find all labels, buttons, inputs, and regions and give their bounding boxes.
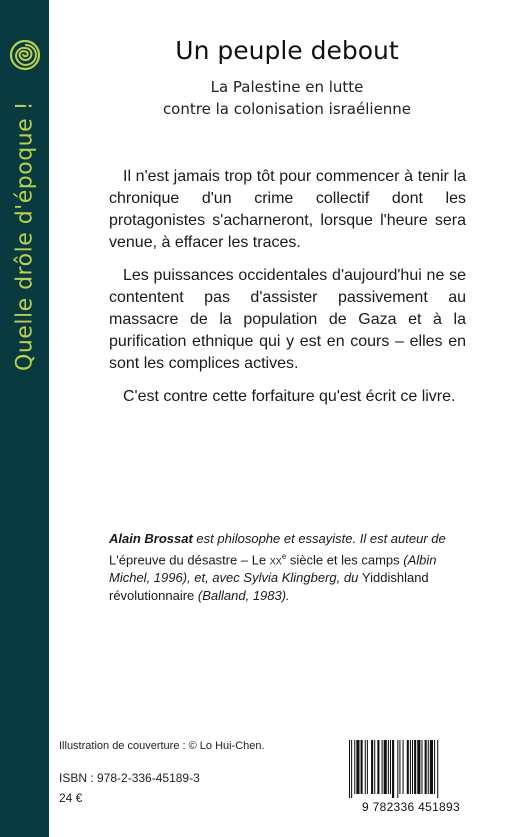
blurb-paragraph: Les puissances occidentales d'aujourd'hui ne se contentent pas d'assister passivement au massacre de la population de Gaza et à la purification ethnique qui y est en cours – elles en sont les complices actives. <box>109 267 466 372</box>
series-name: Quelle drôle d'époque ! <box>12 101 38 371</box>
spiral-icon <box>9 39 41 71</box>
cover-spine-band <box>0 0 49 837</box>
author-bio <box>109 530 470 605</box>
bio-century: xx <box>269 552 282 568</box>
author-name: Alain Brossat <box>109 531 193 546</box>
bio-publication-2: (Balland, 1983). <box>194 588 290 604</box>
bio-work-title-2: Yiddishland révolutionnaire <box>109 570 429 604</box>
bio-text: est philosophe et essayiste. Il est auteur de <box>192 531 446 546</box>
blurb <box>109 166 466 419</box>
blurb-paragraph: C'est contre cette forfaiture qu'est écrit ce livre. <box>123 388 456 405</box>
book-subtitle-line-2: contre la colonisation israélienne <box>162 100 412 118</box>
price: 24 € <box>59 791 83 805</box>
book-subtitle-line-1: La Palestine en lutte <box>210 78 364 96</box>
bio-work-title-cont: siècle et les camps <box>286 552 400 568</box>
book-title: Un peuple debout <box>175 36 399 65</box>
barcode <box>347 740 475 798</box>
barcode-number: 9 782336 451893 <box>362 800 460 814</box>
bio-century-sup: e <box>281 552 287 561</box>
bio-work-title: L'épreuve du désastre – Le <box>109 552 270 568</box>
cover-credit: Illustration de couverture : © Lo Hui-Chen. <box>59 740 265 752</box>
barcode-bars <box>347 740 475 798</box>
blurb-paragraph: Il n'est jamais trop tôt pour commencer à tenir la chronique d'un crime collectif dont les protagonistes s'acharneront, lorsque l'heure sera venue, à effacer les traces. <box>109 168 466 251</box>
isbn: ISBN : 978-2-336-45189-3 <box>59 771 200 785</box>
bio-publication: (Albin Michel, 1996), et, avec Sylvia Klingberg, du <box>109 552 437 586</box>
